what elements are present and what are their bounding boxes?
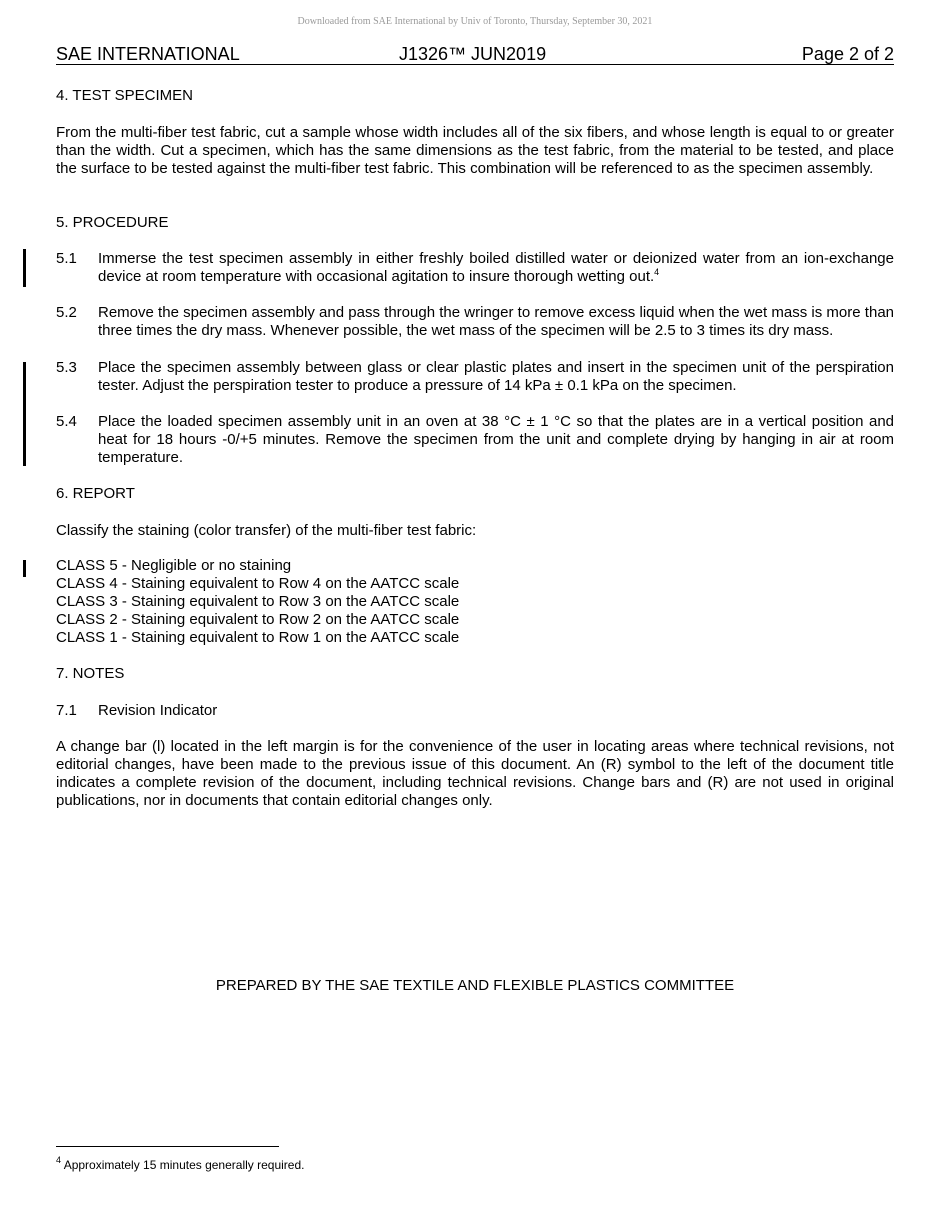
item-number: 5.3 <box>56 359 77 376</box>
header-org: SAE INTERNATIONAL <box>56 44 240 64</box>
item-number: 5.1 <box>56 250 77 267</box>
class-item: CLASS 2 - Staining equivalent to Row 2 on the AATCC scale <box>56 611 460 628</box>
change-bar <box>23 249 26 287</box>
procedure-item-text: Immerse the test specimen assembly in either freshly boiled distilled water or deionized water from an ion-exchange device at room temperature with occasional agitation to insure thorough wetting out. <box>98 250 894 285</box>
report-intro: Classify the staining (color transfer) of the multi-fiber test fabric: <box>56 522 477 539</box>
item-number: 7.1 <box>56 702 77 719</box>
prepared-by: PREPARED BY THE SAE TEXTILE AND FLEXIBLE PLASTICS COMMITTEE <box>215 977 735 994</box>
section-4-body: From the multi-fiber test fabric, cut a sample whose width includes all of the six fibers, and whose length is equal to or greater than the width. Cut a specimen, which has the same dimensions as the test fabric, from the material to be tested, and place the surface to be tested against the multi-fiber test fabric. This combination will be referenced to as the specimen assembly. <box>56 124 894 177</box>
footnote-rule <box>56 1146 279 1147</box>
change-bar <box>23 560 26 577</box>
item-number: 5.4 <box>56 413 77 430</box>
header-doc-id: J1326™ JUN2019 <box>399 44 547 64</box>
page-header <box>56 44 894 65</box>
item-number: 5.2 <box>56 304 77 321</box>
class-item: CLASS 1 - Staining equivalent to Row 1 on the AATCC scale <box>56 629 460 646</box>
footnote-text: Approximately 15 minutes generally required. <box>61 1158 305 1172</box>
download-notice: Downloaded from SAE International by Univ of Toronto, Thursday, September 30, 2021 <box>297 16 653 27</box>
class-list <box>56 557 894 647</box>
footnote-ref: 4 <box>654 267 660 277</box>
section-5-heading: 5. PROCEDURE <box>56 214 169 231</box>
class-item: CLASS 3 - Staining equivalent to Row 3 on the AATCC scale <box>56 593 460 610</box>
section-4-heading: 4. TEST SPECIMEN <box>56 87 193 104</box>
section-7-heading: 7. NOTES <box>56 665 125 682</box>
subsection-7-1-title: Revision Indicator <box>98 702 218 719</box>
procedure-item-5-2: Remove the specimen assembly and pass through the wringer to remove excess liquid when the wet mass is more than three times the dry mass. Whenever possible, the wet mass of the specimen will be 2.5 to 3 times its dry mass. <box>98 304 894 339</box>
procedure-item-5-1 <box>98 250 894 286</box>
footnote <box>56 1155 305 1172</box>
class-item: CLASS 5 - Negligible or no staining <box>56 557 292 574</box>
section-6-heading: 6. REPORT <box>56 485 135 502</box>
procedure-item-5-3: Place the specimen assembly between glass or clear plastic plates and insert in the specimen unit of the perspiration tester. Adjust the perspiration tester to produce a pressure of 14 kPa ± 0.1 kPa on the specimen. <box>98 359 894 394</box>
section-7-body: A change bar (l) located in the left margin is for the convenience of the user in locating areas where technical revisions, not editorial changes, have been made to the previous issue of this document. An (R) symbol to the left of the document title indicates a complete revision of the document, including technical revisions. Change bars and (R) are not used in original publications, nor in documents that contain editorial changes only. <box>56 738 894 809</box>
class-item: CLASS 4 - Staining equivalent to Row 4 on the AATCC scale <box>56 575 460 592</box>
footnote-mark: 4 <box>56 1155 62 1165</box>
procedure-item-5-4: Place the loaded specimen assembly unit in an oven at 38 °C ± 1 °C so that the plates are in a vertical position and heat for 18 hours -0/+5 minutes. Remove the specimen from the unit and complete drying by hanging in air at room temperature. <box>98 413 894 466</box>
header-page-number: Page 2 of 2 <box>801 44 894 64</box>
change-bar <box>23 362 26 466</box>
